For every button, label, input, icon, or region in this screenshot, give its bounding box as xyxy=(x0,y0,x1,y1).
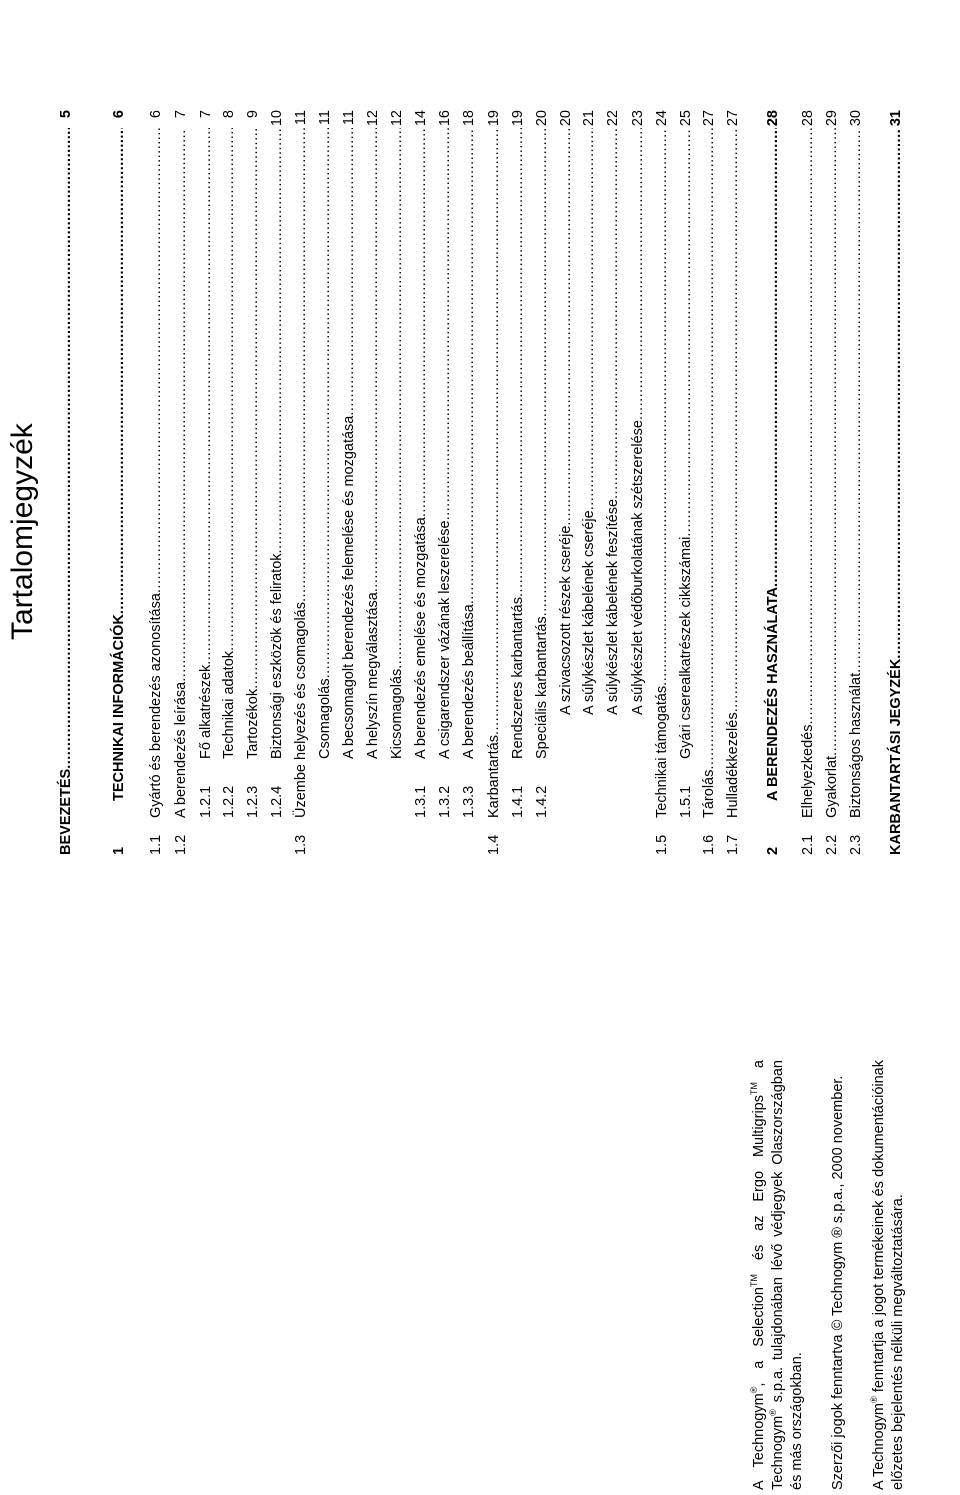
toc-entry-title: Hulladékkezelés xyxy=(725,712,741,818)
toc-entry-number: 1.5.1 xyxy=(678,785,694,818)
toc-leader-dots xyxy=(411,128,431,517)
toc-entry-page: 28 xyxy=(800,110,816,127)
toc-leader-dots xyxy=(315,128,335,678)
toc-entry-number: 1.4.1 xyxy=(510,785,526,818)
toc-entry xyxy=(532,110,552,855)
toc-leader-dots xyxy=(652,128,672,686)
toc-entry-page: 19 xyxy=(510,110,526,127)
toc-entry-page: 7 xyxy=(198,110,214,119)
toc-entry-title: A helyszín megválasztása xyxy=(365,592,381,759)
toc-entry xyxy=(243,110,263,855)
toc-entry xyxy=(315,110,335,855)
toc-entry-page: 20 xyxy=(558,110,574,127)
toc-entry-number: 1.7 xyxy=(725,834,741,855)
toc-entry xyxy=(676,110,696,855)
toc-entry-title: BEVEZETÉS xyxy=(58,768,74,855)
toc-leader-dots xyxy=(56,128,76,769)
toc-entry-title: Üzembe helyezés és csomagolás xyxy=(293,602,309,818)
toc-entry-title: A súlykészlet kábelének feszítése xyxy=(605,498,621,715)
toc-entry-page: 14 xyxy=(413,110,429,127)
toc-entry xyxy=(109,110,129,855)
toc-entry xyxy=(459,110,479,855)
toc-entry-title: Elhelyezkedés xyxy=(800,724,816,818)
toc-entry-title: Gyári cserealkatrészek cikkszámai xyxy=(678,536,694,759)
toc-entry-page: 12 xyxy=(365,110,381,127)
toc-entry-title: Karbantartás xyxy=(486,734,502,818)
toc-entry-title: A BERENDEZÉS HASZNÁLATA xyxy=(765,586,781,801)
toc-entry-page: 27 xyxy=(725,110,741,127)
toc-entry-page: 8 xyxy=(221,110,237,119)
toc-entry xyxy=(846,110,866,855)
toc-entry-page: 28 xyxy=(765,110,781,127)
toc-leader-dots xyxy=(146,128,166,593)
toc-entry-title: TECHNIKAI INFORMÁCIÓK xyxy=(111,614,127,801)
toc-entry-page: 5 xyxy=(58,110,74,119)
toc-entry-title: Technikai adatok xyxy=(221,650,237,759)
toc-entry-title: Technikai támogatás xyxy=(654,685,670,818)
toc-entry-page: 20 xyxy=(534,110,550,127)
copyright-paragraph: Szerzői jogok fenntartva © Technogym ® s.p.a., 2000 november. xyxy=(830,1075,846,1490)
toc-entry xyxy=(886,110,906,855)
toc-entry-page: 10 xyxy=(269,110,285,127)
toc-entry-number: 2 xyxy=(765,846,781,855)
toc-leader-dots xyxy=(556,128,576,526)
toc-entry-page: 6 xyxy=(148,110,164,119)
toc-entry xyxy=(556,110,576,855)
toc-entry-page: 21 xyxy=(581,110,597,127)
toc-entry-title: A szivacsozott részek cseréje xyxy=(558,525,574,715)
toc-entry xyxy=(763,110,783,855)
toc-entry-number: 1.2.4 xyxy=(269,785,285,818)
toc-entry-number: 1.5 xyxy=(654,834,670,855)
toc-entry-page: 30 xyxy=(848,110,864,127)
toc-entry xyxy=(603,110,623,855)
toc-entry-number: 1.2.2 xyxy=(221,785,237,818)
toc-leader-dots xyxy=(763,128,783,587)
toc-entry-page: 11 xyxy=(317,110,333,126)
toc-entry-title: Gyakorlat xyxy=(824,755,840,818)
toc-entry xyxy=(435,110,455,855)
toc-leader-dots xyxy=(196,128,216,665)
toc-entry xyxy=(699,110,719,855)
toc-entry-title: Biztonsági eszközök és feliratok xyxy=(269,553,285,759)
toc-leader-dots xyxy=(435,128,455,520)
page-title: Tartalomjegyzék xyxy=(6,423,39,640)
toc-entry xyxy=(822,110,842,855)
toc-entry-title: A csigarendszer vázának leszerelése xyxy=(437,520,453,759)
toc-entry xyxy=(196,110,216,855)
toc-entry-title: Speciális karbantartás xyxy=(534,616,550,759)
rights-paragraph: A Technogym® fenntartja a jogot termékeinek és dokumentációinak előzetes bejelentés nélküli megváltoztatására. xyxy=(869,1060,906,1490)
toc-entry xyxy=(723,110,743,855)
toc-entry-number: 1.3.1 xyxy=(413,785,429,818)
toc-entry-title: A súlykészlet kábelének cseréje xyxy=(581,510,597,715)
toc-leader-dots xyxy=(219,128,239,651)
toc-leader-dots xyxy=(603,128,623,499)
toc-entry-page: 16 xyxy=(437,110,453,127)
toc-entry xyxy=(219,110,239,855)
toc-leader-dots xyxy=(822,128,842,756)
toc-leader-dots xyxy=(723,128,743,712)
toc-entry-page: 22 xyxy=(605,110,621,127)
toc-entry-page: 24 xyxy=(654,110,670,127)
toc-leader-dots xyxy=(699,128,719,770)
toc-entry xyxy=(579,110,599,855)
toc-leader-dots xyxy=(387,128,407,669)
toc-entry-title: Csomagolás xyxy=(317,678,333,759)
copyright-notice xyxy=(750,1060,908,1490)
toc-leader-dots xyxy=(363,128,383,592)
toc-entry-title: Gyártó és berendezés azonosítása xyxy=(148,593,164,818)
toc-entry-page: 31 xyxy=(888,110,904,127)
toc-entry-title: Fő alkatrészek xyxy=(198,664,214,759)
toc-entry-page: 9 xyxy=(245,110,261,119)
toc-leader-dots xyxy=(459,128,479,604)
toc-entry xyxy=(652,110,672,855)
toc-entry-page: 27 xyxy=(701,110,717,127)
toc-entry-title: A berendezés beállítása xyxy=(461,604,477,759)
toc-entry-number: 1.4.2 xyxy=(534,785,550,818)
toc-entry-page: 18 xyxy=(461,110,477,127)
toc-leader-dots xyxy=(532,128,552,616)
toc-leader-dots xyxy=(508,128,528,597)
toc-entry-page: 11 xyxy=(341,110,357,126)
toc-leader-dots xyxy=(579,128,599,510)
toc-entry xyxy=(387,110,407,855)
toc-entry-page: 29 xyxy=(824,110,840,127)
toc-entry-number: 1.3.3 xyxy=(461,785,477,818)
toc-entry-number: 1.3 xyxy=(293,834,309,855)
toc-leader-dots xyxy=(846,128,866,673)
toc-leader-dots xyxy=(798,128,818,725)
toc-entry-page: 11 xyxy=(293,110,309,126)
toc-entry-title: KARBANTARTÁSI JEGYZÉK xyxy=(888,658,904,855)
toc-entry-title: A berendezés emelése és mozgatása xyxy=(413,517,429,759)
toc-entry-number: 1.1 xyxy=(148,834,164,855)
toc-entry-page: 6 xyxy=(111,110,127,119)
toc-entry-number: 2.1 xyxy=(800,834,816,855)
toc-leader-dots xyxy=(291,128,311,602)
toc-entry-number: 1 xyxy=(111,846,127,855)
toc-entry-title: A becsomagolt berendezés felemelése és mozgatása xyxy=(341,415,357,759)
toc-entry-title: Biztonságos használat xyxy=(848,672,864,818)
toc-entry xyxy=(484,110,504,855)
toc-entry xyxy=(508,110,528,855)
toc-leader-dots xyxy=(109,128,129,614)
toc-entry xyxy=(56,110,76,855)
toc-entry-number: 1.3.2 xyxy=(437,785,453,818)
toc-leader-dots xyxy=(171,128,191,682)
toc-leader-dots xyxy=(886,128,906,659)
toc-entry-title: A berendezés leírása xyxy=(173,681,189,818)
toc-entry-number: 1.2.1 xyxy=(198,785,214,818)
toc-leader-dots xyxy=(484,128,504,735)
toc-entry-title: Tartozékok xyxy=(245,688,261,759)
toc-entry-title: Rendszeres karbantartás xyxy=(510,597,526,759)
toc-leader-dots xyxy=(243,128,263,689)
toc-entry xyxy=(339,110,359,855)
trademark-paragraph: A Technogym®, a Selection™ és az Ergo Multigrips™ a Technogym® s.p.a. tulajdonában lévő védjegyek Olaszországban és más országokban. xyxy=(749,1060,805,1490)
toc-entry-title: A súlykészlet védőburkolatának szétszerelése xyxy=(630,420,646,715)
toc-entry-page: 7 xyxy=(173,110,189,119)
toc-entry-title: Tárolás xyxy=(701,769,717,818)
toc-leader-dots xyxy=(267,128,287,553)
toc-entry-number: 1.2 xyxy=(173,834,189,855)
toc-entry xyxy=(267,110,287,855)
toc-entry-title: Kicsomagolás xyxy=(389,668,405,759)
toc-entry-page: 12 xyxy=(389,110,405,127)
toc-entry-number: 2.2 xyxy=(824,834,840,855)
toc-entry xyxy=(411,110,431,855)
toc-leader-dots xyxy=(339,128,359,416)
toc-entry xyxy=(363,110,383,855)
toc-entry-number: 1.2.3 xyxy=(245,785,261,818)
toc-leader-dots xyxy=(676,128,696,537)
toc-entry xyxy=(628,110,648,855)
toc-entry-number: 1.6 xyxy=(701,834,717,855)
toc-entry xyxy=(291,110,311,855)
toc-entry-number: 2.3 xyxy=(848,834,864,855)
toc-entry-page: 25 xyxy=(678,110,694,127)
toc-entry-page: 19 xyxy=(486,110,502,127)
toc-entry-page: 23 xyxy=(630,110,646,127)
toc-leader-dots xyxy=(628,128,648,420)
toc-entry-number: 1.4 xyxy=(486,834,502,855)
toc-entry xyxy=(171,110,191,855)
toc-entry xyxy=(798,110,818,855)
toc-entry xyxy=(146,110,166,855)
